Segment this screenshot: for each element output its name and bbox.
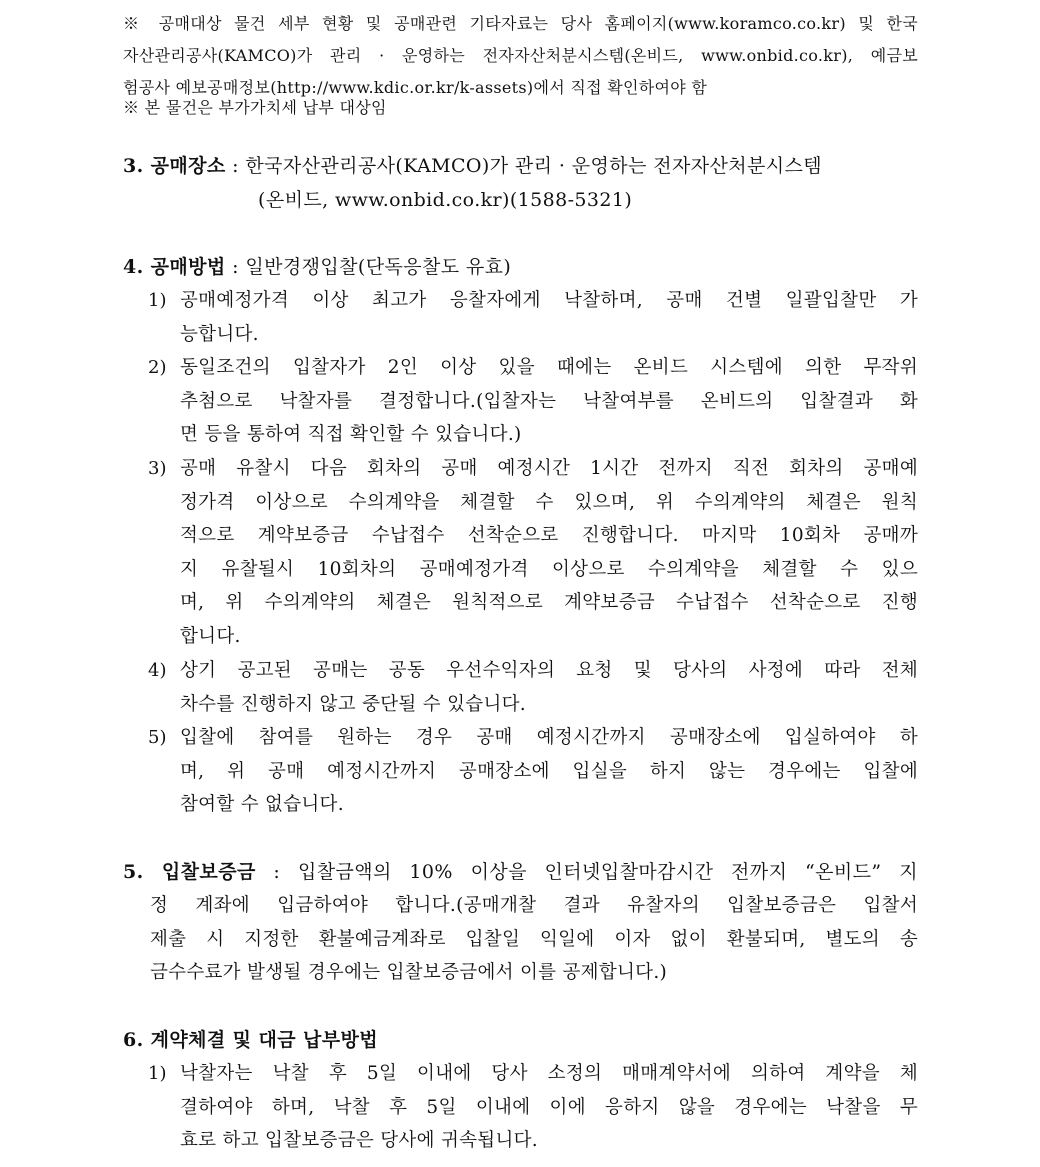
paragraph-line: 금수수료가 발생될 경우에는 입찰보증금에서 이를 공제합니다.) [150,962,668,984]
item-line: 상기 공고된 공매는 공동 우선수익자의 요청 및 당사의 사정에 따라 전체 [180,660,918,681]
section-6-title: 6. 계약체결 및 대금 납부방법 [123,1029,378,1051]
item-line: 낙찰자는 낙찰 후 5일 이내에 당사 소정의 매매계약서에 의하여 계약을 체 [180,1063,918,1084]
item-line: 동일조건의 입찰자가 2인 이상 있을 때에는 온비드 시스템에 의한 무작위 [180,357,918,378]
item-line: 결하여야 하며, 낙찰 후 5일 이내에 이에 응하지 않을 경우에는 낙찰을 무 [180,1096,918,1118]
item-line: 면 등을 통하여 직접 확인할 수 있습니다.) [180,424,522,446]
section-3-heading [123,149,918,183]
paragraph-line: 제출 시 지정한 환불예금계좌로 입찰일 익일에 이자 없이 환불되며, 별도의 송 [150,928,918,950]
item-line: 며, 위 수의계약의 체결은 원칙적으로 계약보증금 수납접수 선착순으로 진행 [180,592,918,614]
item-line: 입찰에 참여를 원하는 경우 공매 예정시간까지 공매장소에 입실하여야 하 [180,727,918,748]
item-line: 지 유찰될시 10회차의 공매예정가격 이상으로 수의계약을 체결할 수 있으 [180,558,918,580]
section-5-body [150,889,918,990]
item-number: 1) [148,1063,167,1084]
section-5-text: : 입찰금액의 10% 이상을 인터넷입찰마감시간 전까지 “온비드” 지 [255,861,918,883]
section-4-item-5 [148,721,918,822]
section-4-item-1 [148,284,918,351]
paragraph-line: 정 계좌에 입금하여야 합니다.(공매개찰 결과 유찰자의 입찰보증금은 입찰서 [150,895,918,916]
section-4-text: : 일반경쟁입찰(단독응찰도 유효) [225,256,512,278]
note-2 [123,92,918,124]
item-number: 2) [148,357,167,378]
section-6-heading [123,1023,918,1057]
item-line: 능합니다. [180,323,259,345]
item-line: 차수를 진행하지 않고 중단될 수 있습니다. [180,693,526,715]
section-3-text: : 한국자산관리공사(KAMCO)가 관리 · 운영하는 전자자산처분시스템 [225,155,822,177]
item-line: 합니다. [180,625,241,647]
item-line: 며, 위 공매 예정시간까지 공매장소에 입실을 하지 않는 경우에는 입찰에 [180,760,918,782]
item-number: 4) [148,660,167,681]
section-5-heading [123,855,918,889]
item-line: 공매 유찰시 다음 회차의 공매 예정시간 1시간 전까지 직전 회차의 공매예 [180,458,918,479]
item-line: 적으로 계약보증금 수납접수 선착순으로 진행합니다. 마지막 10회차 공매까 [180,525,918,547]
note-1-line-3: 험공사 예보공매정보(http://www.kdic.or.kr/k-assets)에서 직접 확인하여야 함 [123,78,708,97]
item-line: 참여할 수 없습니다. [180,794,344,816]
section-4-item-2 [148,351,918,452]
item-line: 정가격 이상으로 수의계약을 체결할 수 있으며, 위 수의계약의 체결은 원칙 [180,491,918,513]
note-1-line-1: ※ 공매대상 물건 세부 현황 및 공매관련 기타자료는 당사 홈페이지(www.koramco.co.kr) 및 한국 [123,14,918,33]
section-3-title: 3. 공매장소 [123,155,226,177]
section-4-title: 4. 공매방법 [123,256,226,278]
note-1-line-2: 자산관리공사(KAMCO)가 관리 · 운영하는 전자자산처분시스템(온비드, www.onbid.co.kr), 예금보 [123,46,918,65]
section-5-title: 5. 입찰보증금 [123,861,256,883]
item-line: 효로 하고 입찰보증금은 당사에 귀속됩니다. [180,1130,538,1152]
note-2-line-1: ※ 본 물건은 부가가치세 납부 대상임 [123,98,387,117]
section-4-heading [123,250,918,284]
section-3-continuation: (온비드, www.onbid.co.kr)(1588-5321) [258,189,633,211]
item-line: 공매예정가격 이상 최고가 응찰자에게 낙찰하며, 공매 건별 일괄입찰만 가 [180,290,918,311]
item-number: 1) [148,290,167,311]
section-6-item-1 [148,1057,918,1158]
item-line: 추첨으로 낙찰자를 결정합니다.(입찰자는 낙찰여부를 온비드의 입찰결과 화 [180,390,918,412]
section-4-item-3 [148,452,918,654]
item-number: 5) [148,727,167,748]
note-1 [123,8,918,104]
section-4-item-4 [148,654,918,721]
item-number: 3) [148,458,167,479]
